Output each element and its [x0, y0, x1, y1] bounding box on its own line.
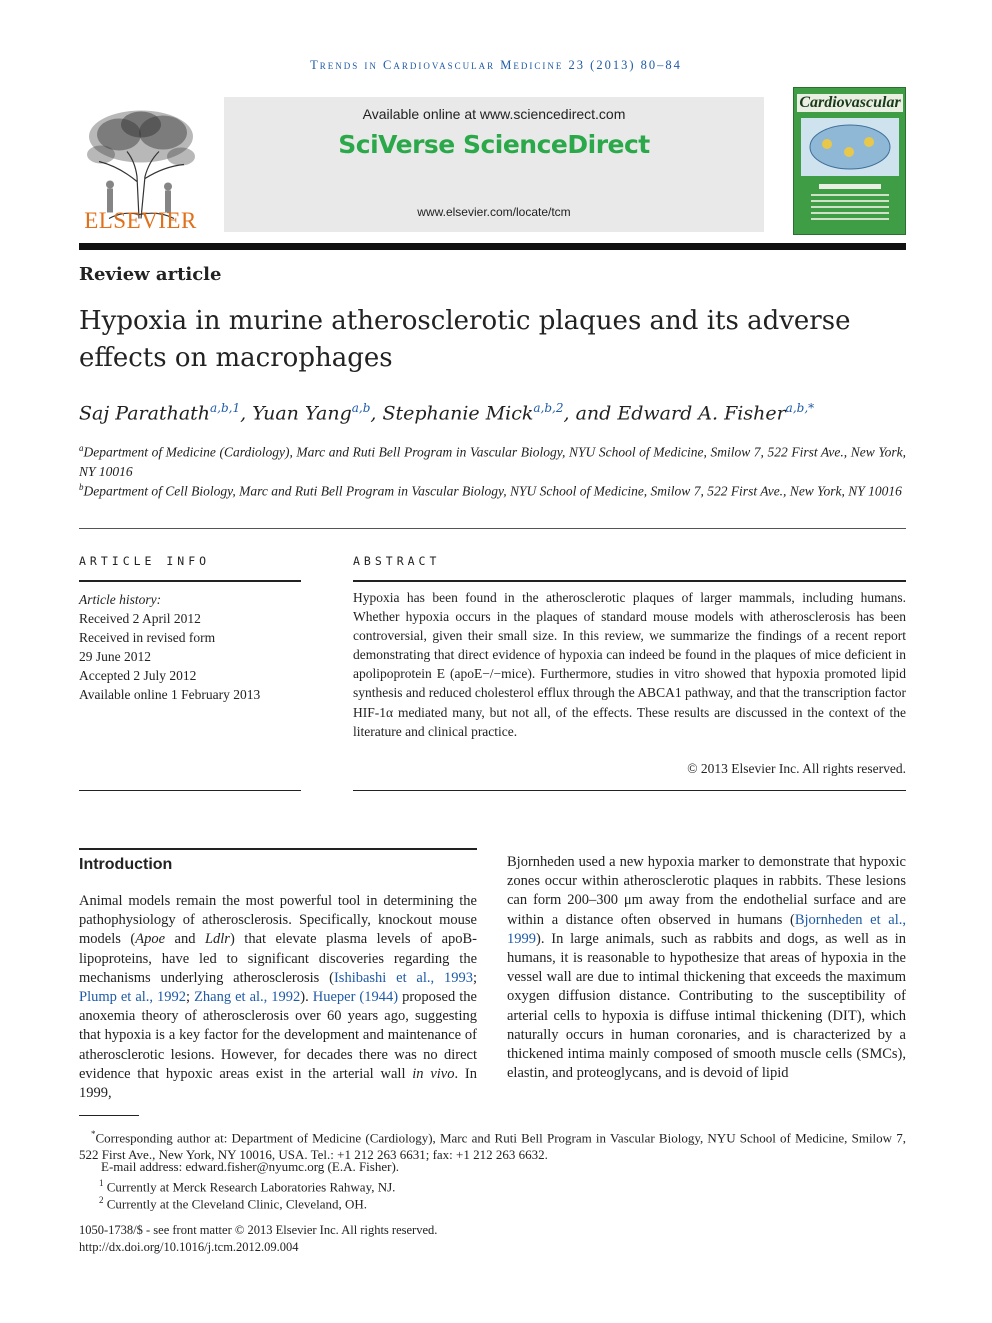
citation-link[interactable]: Zhang et al., 1992	[194, 989, 301, 1006]
affiliation-text: Department of Medicine (Cardiology), Marc and Ruti Bell Program in Vascular Biology, NYU School of Medicine, Smilow 7, 522 First Ave., New York, NY 10016	[79, 444, 906, 479]
available-online-text: Available online at www.sciencedirect.com	[362, 106, 626, 122]
footnote-text: Currently at Merck Research Laboratories Rahway, NJ.	[103, 1179, 396, 1195]
footnote-marker: *	[91, 1129, 96, 1139]
body-text: . In 1999,	[79, 1065, 477, 1102]
title-line-2: effects on macrophages	[79, 343, 393, 373]
history-item: Accepted 2 July 2012	[79, 668, 197, 684]
header-rule	[79, 243, 906, 250]
doi-link[interactable]: http://dx.doi.org/10.1016/j.tcm.2012.09.004	[79, 1239, 299, 1254]
gene-name: Apoe	[135, 931, 166, 948]
body-text: ). In large animals, such as rabbits and dogs, as well as in humans, it is reasonable to hypothesize that areas of hypoxia in the vessel wall are due to intimal thickening that exceeds the maximum oxygen diffusion distance. Contributing to the susceptibility of arterial cells to hypoxia is diffuse intimal thickening (DIT), which naturally occurs in human coronaries, and is characterized by a thickened intima mainly composed of smooth muscle cells (SMCs), elastin, and proteoglycans, and is devoid of lipid	[507, 930, 906, 1082]
abstract-text: Hypoxia has been found in the atherosclerotic plaques of larger mammals, including humans. Whether hypoxia occurs in the plaques of standard mouse models with atherosclerosis has been controversial, given their small size. In this review, we summarize the findings of a recent report demonstrating that direct evidence of hypoxia can indeed be found in the plaques of mice deficient in apolipoprotein E (apoE−/−mice). Furthermore, studies in vitro showed that hypoxia promoted lipid synthesis and reduced cholesterol efflux through the ABCA1 pathway, and that the transcription factor HIF-1α mediated many, but not all, of the effects. These results are discussed in the context of the literature and clinical practice.	[353, 590, 906, 739]
gene-name: Ldlr	[204, 931, 230, 948]
article-history	[79, 590, 301, 705]
history-item: 29 June 2012	[79, 649, 151, 665]
email-link[interactable]: edward.fisher@nyumc.org	[185, 1159, 325, 1174]
affiliation-rule	[79, 528, 906, 529]
body-text: ;	[472, 969, 477, 986]
affiliation-a	[79, 439, 906, 481]
footnote-marker: 2	[99, 1195, 104, 1205]
running-head: Trends in Cardiovascular Medicine 23 (2013) 80–84	[310, 58, 682, 72]
footnote-2	[79, 1192, 926, 1213]
affiliation-text: Department of Cell Biology, Marc and Ruti Bell Program in Vascular Biology, NYU School of Medicine, Smilow 7, 522 First Ave., New York, NY 10016	[83, 483, 902, 499]
author-name[interactable]: Edward A. Fisher	[617, 402, 786, 425]
body-text: ;	[186, 989, 195, 1006]
article-info-heading: ARTICLE INFO	[79, 554, 211, 568]
introduction-heading: Introduction	[79, 856, 173, 873]
abstract-rule-bottom	[353, 790, 906, 791]
affiliation-marker: a	[79, 443, 84, 453]
body-text: proposed the anoxemia theory of atherosclerosis over 60 years ago, suggesting that hypoxia is a key factor for the development and maintenance of atherosclerotic lesions. However, for decades there was no direct evidence that hypoxic areas exist in the arterial wall	[79, 989, 477, 1082]
body-text: ).	[300, 989, 313, 1006]
history-item: Received in revised form	[79, 630, 216, 646]
author-name[interactable]: Saj Parathath	[79, 402, 211, 425]
citation-link[interactable]: Bjornheden et al., 1999	[507, 911, 906, 947]
body-text: Animal models remain the most powerful tool in determining the pathophysiology of atherosclerosis. Specifically, knockout mouse models (	[79, 893, 477, 948]
italic-term: in vivo	[412, 1065, 455, 1082]
body-text: Bjornheden used a new hypoxia marker to demonstrate that hypoxic zones occur within atherosclerotic plaques in rabbits. These lesions can form 200–300 μm away from the endothelial surface and are within a distance often observed in humans (	[507, 854, 906, 928]
footnote-text: Corresponding author at: Department of Medicine (Cardiology), Marc and Ruti Bell Program in Vascular Biology, NYU School of Medicine, Smilow 7, 522 First Ave., New York, NY 10016, USA. Tel.: +1 212 263 6631; fax: +1 212 263 6632.	[79, 1130, 906, 1162]
body-column-left	[79, 892, 477, 1103]
email-label: E-mail address:	[101, 1159, 186, 1174]
footnote-rule	[79, 1115, 139, 1116]
body-text: and	[165, 931, 205, 948]
author-affil-marker[interactable]: a,b,1	[210, 401, 241, 415]
author-separator: ,	[240, 402, 253, 425]
affiliation-marker: b	[79, 482, 84, 492]
history-item: Received 2 April 2012	[79, 611, 201, 627]
abstract-heading: ABSTRACT	[353, 554, 441, 568]
author-separator: ,	[370, 402, 383, 425]
footnote-text: Currently at the Cleveland Clinic, Cleveland, OH.	[103, 1196, 368, 1212]
sciencedirect-brand[interactable]: SciVerse ScienceDirect	[338, 130, 650, 159]
article-title	[79, 303, 906, 377]
article-type: Review article	[79, 264, 222, 285]
author-affil-marker[interactable]: a,b,*	[785, 401, 815, 415]
affiliation-b	[79, 478, 906, 501]
abstract-rule	[353, 580, 906, 582]
elsevier-wordmark: ELSEVIER	[84, 208, 197, 233]
author-name[interactable]: Stephanie Mick	[382, 402, 534, 425]
journal-cover-art	[797, 114, 903, 230]
title-line-1: Hypoxia in murine atherosclerotic plaques and its adverse	[79, 306, 851, 336]
footnote-corresponding	[79, 1126, 906, 1163]
citation-link[interactable]: Plump et al., 1992	[79, 989, 187, 1006]
journal-cover-title: Cardiovascular	[797, 94, 903, 112]
journal-url[interactable]: www.elsevier.com/locate/tcm	[417, 205, 571, 219]
body-column-right	[507, 853, 906, 1083]
citation-link[interactable]: Ishibashi et al., 1993	[333, 969, 473, 986]
author-name[interactable]: Yuan Yang	[252, 402, 352, 425]
body-text: ) that elevate plasma levels of apoB-lipoproteins, have led to significant discoveries regarding the mechanisms underlying atherosclerosis (	[79, 931, 478, 986]
citation-link[interactable]: Hueper (1944)	[312, 989, 399, 1006]
author-list	[79, 401, 906, 424]
front-matter	[79, 1222, 437, 1255]
article-info-rule	[79, 580, 301, 582]
abstract-copyright: © 2013 Elsevier Inc. All rights reserved.	[687, 761, 906, 776]
author-affil-marker[interactable]: a,b	[351, 401, 371, 415]
footnote-email	[79, 1159, 928, 1176]
article-info-rule-bottom	[79, 790, 301, 791]
history-label: Article history:	[79, 592, 162, 607]
history-item: Available online 1 February 2013	[79, 687, 261, 703]
issn-line: 1050-1738/$ - see front matter © 2013 Elsevier Inc. All rights reserved.	[79, 1223, 438, 1237]
footnote-text: (E.A. Fisher).	[324, 1159, 400, 1174]
author-separator: , and	[563, 402, 618, 425]
author-affil-marker[interactable]: a,b,2	[533, 401, 564, 415]
introduction-rule	[79, 848, 477, 850]
footnote-marker: 1	[99, 1178, 104, 1188]
